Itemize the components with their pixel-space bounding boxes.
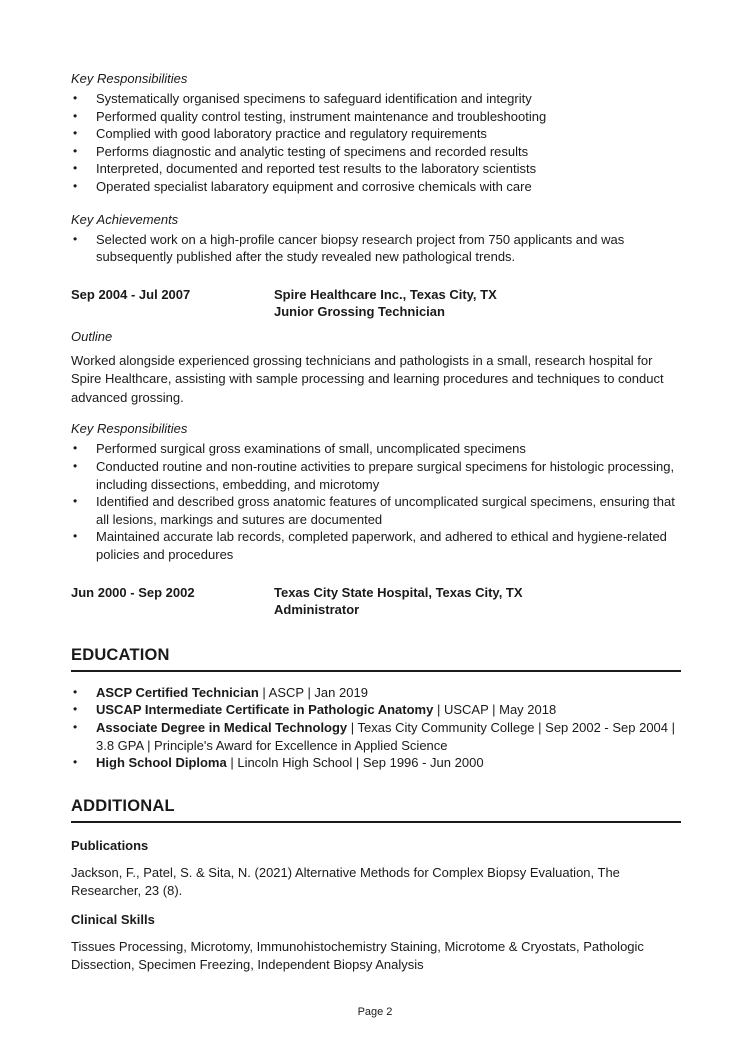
clinical-skills-label: Clinical Skills (71, 911, 155, 927)
list-item: • Performed surgical gross examinations of small, uncomplicated specimens (71, 440, 681, 458)
education-name: USCAP Intermediate Certificate in Pathologic Anatomy (96, 702, 434, 718)
education-name: High School Diploma (96, 755, 227, 771)
list-item: • Identified and described gross anatomic features of uncomplicated surgical specimens, ensuring that all lesions, markings and sutures are documented (71, 493, 681, 528)
job2-header (71, 286, 681, 321)
education-list (71, 684, 681, 772)
job2-employer: Spire Healthcare Inc., Texas City, TX (274, 286, 497, 302)
job3-dates: Jun 2000 - Sep 2002 (71, 584, 195, 600)
publications-text: Jackson, F., Patel, S. & Sita, N. (2021) Alternative Methods for Complex Biopsy Evaluation, The Researcher, 23 (8). (71, 864, 620, 899)
publications-label: Publications (71, 837, 149, 853)
resume-content (71, 70, 681, 975)
job2-org-block (274, 286, 497, 321)
key-achievements-label: Key Achievements (71, 211, 179, 227)
list-item (71, 684, 681, 702)
page-number: Page 2 (357, 1006, 393, 1018)
list-item: • Conducted routine and non-routine activities to prepare surgical specimens for histologic processing, including dissections, embedding, and microtomy (71, 458, 681, 493)
job3-header (71, 584, 681, 619)
clinical-skills-text: Tissues Processing, Microtomy, Immunohistochemistry Staining, Microtome & Cryostats, Pathologic Dissection, Specimen Freezing, Independent Biopsy Analysis (71, 938, 644, 973)
list-item: • Selected work on a high-profile cancer biopsy research project from 750 applicants and was subsequently published after the study revealed new pathological trends. (71, 231, 681, 266)
job3-employer: Texas City State Hospital, Texas City, TX (274, 584, 523, 600)
job2-responsibilities-list (71, 440, 681, 563)
education-detail: | USCAP | May 2018 (433, 702, 557, 718)
list-item: • Maintained accurate lab records, completed paperwork, and adhered to ethical and hygiene-related policies and procedures (71, 528, 681, 563)
job1-responsibilities-list (71, 90, 681, 196)
additional-heading: ADDITIONAL (71, 796, 681, 823)
key-responsibilities-label: Key Responsibilities (71, 71, 188, 86)
list-item (71, 754, 681, 772)
list-item: • Systematically organised specimens to safeguard identification and integrity (71, 90, 681, 108)
education-detail: | ASCP | Jan 2019 (258, 684, 368, 700)
education-detail: | Lincoln High School | Sep 1996 - Jun 2000 (226, 755, 484, 771)
job1-achievements-list (71, 231, 681, 266)
education-name: Associate Degree in Medical Technology (96, 719, 348, 735)
job2-role: Junior Grossing Technician (274, 304, 445, 320)
list-item: • Complied with good laboratory practice and regulatory requirements (71, 125, 681, 143)
job2-dates: Sep 2004 - Jul 2007 (71, 286, 191, 302)
education-detail: | Texas City Community College | Sep 2002 - Sep 2004 | 3.8 GPA | Principle's Award for Excellence in Applied Science (96, 719, 676, 753)
job3-org-block (274, 584, 523, 619)
education-heading: EDUCATION (71, 645, 681, 672)
job3-role: Administrator (274, 602, 360, 618)
job2-outline: Worked alongside experienced grossing technicians and pathologists in a small, research hospital for Spire Healthcare, assisting with sample processing and learning procedures and techniques to conduct advanced grossing. (71, 352, 664, 405)
list-item (71, 719, 681, 754)
list-item: • Operated specialist labaratory equipment and corrosive chemicals with care (71, 178, 681, 196)
list-item: • Interpreted, documented and reported test results to the laboratory scientists (71, 160, 681, 178)
key-responsibilities-label: Key Responsibilities (71, 421, 188, 437)
education-name: ASCP Certified Technician (96, 684, 259, 700)
list-item: • Performs diagnostic and analytic testing of specimens and recorded results (71, 143, 681, 161)
list-item (71, 701, 681, 719)
outline-label: Outline (71, 328, 113, 344)
list-item: • Performed quality control testing, instrument maintenance and troubleshooting (71, 108, 681, 126)
